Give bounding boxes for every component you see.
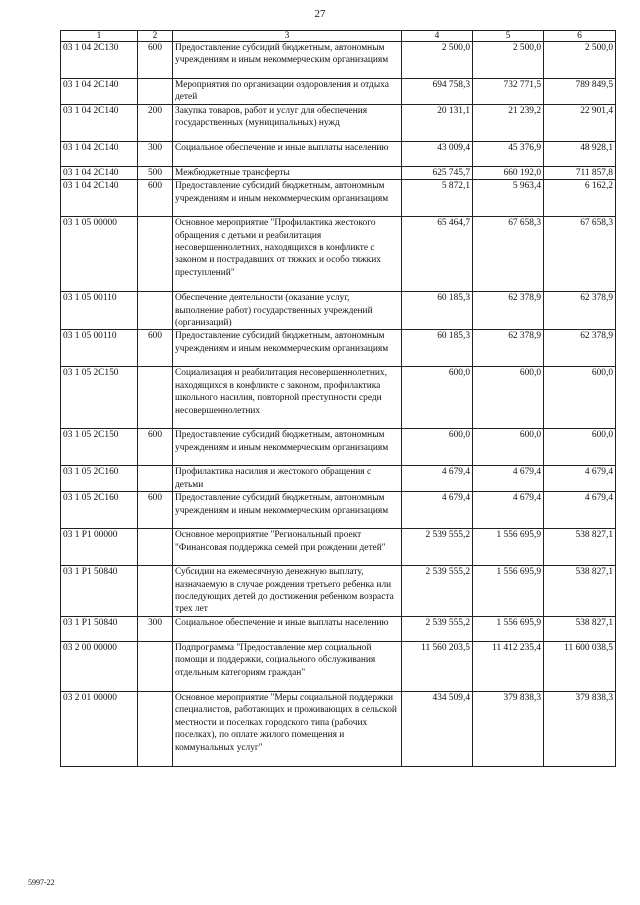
amount-col-4-cell: 2 539 555,2: [402, 529, 473, 566]
expense-type-cell: 600: [138, 180, 173, 217]
amount-col-6-cell: 22 901,4: [544, 104, 616, 141]
item-name-cell: Основное мероприятие "Меры социальной поддержки специалистов, работающих и проживающих в сельской местности и поселках городского типа (рабочих поселках), по оплате жилого помещения и коммунальных услуг": [173, 691, 402, 766]
amount-col-6-cell: 6 162,2: [544, 180, 616, 217]
expense-type-cell: [138, 466, 173, 492]
table-row: [61, 367, 616, 429]
amount-col-6-cell: 600,0: [544, 367, 616, 429]
amount-col-4-cell: 2 539 555,2: [402, 566, 473, 617]
expense-type-cell: [138, 79, 173, 105]
item-name-cell: Предоставление субсидий бюджетным, автономным учреждениям и иным некоммерческим организациям: [173, 492, 402, 529]
amount-col-4-cell: 20 131,1: [402, 104, 473, 141]
amount-col-5-cell: 45 376,9: [473, 141, 544, 166]
amount-col-4-cell: 43 009,4: [402, 141, 473, 166]
amount-col-5-cell: 600,0: [473, 367, 544, 429]
table-row: [61, 141, 616, 166]
expense-type-cell: [138, 292, 173, 330]
expense-type-cell: [138, 691, 173, 766]
budget-code-cell: 03 1 04 2С140: [61, 141, 138, 166]
amount-col-4-cell: 4 679,4: [402, 466, 473, 492]
table-row: [61, 79, 616, 105]
budget-code-cell: 03 1 05 2С160: [61, 492, 138, 529]
budget-table: [60, 30, 616, 767]
item-name-cell: Социальное обеспечение и иные выплаты населению: [173, 141, 402, 166]
amount-col-5-cell: 62 378,9: [473, 330, 544, 367]
amount-col-6-cell: 789 849,5: [544, 79, 616, 105]
table-row: [61, 466, 616, 492]
item-name-cell: Профилактика насилия и жестокого обращения с детьми: [173, 466, 402, 492]
expense-type-cell: 600: [138, 429, 173, 466]
amount-col-6-cell: 11 600 038,5: [544, 641, 616, 691]
table-row: [61, 180, 616, 217]
item-name-cell: Предоставление субсидий бюджетным, автономным учреждениям и иным некоммерческим организациям: [173, 180, 402, 217]
header-row: [61, 31, 616, 42]
amount-col-4-cell: 600,0: [402, 429, 473, 466]
amount-col-4-cell: 2 500,0: [402, 42, 473, 79]
amount-col-5-cell: 600,0: [473, 429, 544, 466]
amount-col-4-cell: 65 464,7: [402, 217, 473, 292]
amount-col-4-cell: 60 185,3: [402, 292, 473, 330]
item-name-cell: Социальное обеспечение и иные выплаты населению: [173, 616, 402, 641]
header-col-3: 3: [173, 31, 402, 42]
budget-code-cell: 03 1 04 2С140: [61, 104, 138, 141]
amount-col-6-cell: 4 679,4: [544, 466, 616, 492]
amount-col-6-cell: 379 838,3: [544, 691, 616, 766]
item-name-cell: Социализация и реабилитация несовершеннолетних, находящихся в конфликте с законом, профилактика школьного насилия, повторной преступности среди несовершеннолетних: [173, 367, 402, 429]
budget-code-cell: 03 1 04 2С130: [61, 42, 138, 79]
header-col-1: 1: [61, 31, 138, 42]
expense-type-cell: 600: [138, 330, 173, 367]
header-col-4: 4: [402, 31, 473, 42]
expense-type-cell: [138, 566, 173, 617]
item-name-cell: Основное мероприятие "Региональный проект "Финансовая поддержка семей при рождении детей": [173, 529, 402, 566]
budget-code-cell: 03 1 05 00110: [61, 292, 138, 330]
amount-col-5-cell: 11 412 235,4: [473, 641, 544, 691]
amount-col-4-cell: 5 872,1: [402, 180, 473, 217]
item-name-cell: Субсидии на ежемесячную денежную выплату, назначаемую в случае рождения третьего ребенка или последующих детей до достижения ребенком возраста трех лет: [173, 566, 402, 617]
amount-col-6-cell: 62 378,9: [544, 330, 616, 367]
amount-col-5-cell: 1 556 695,9: [473, 566, 544, 617]
item-name-cell: Основное мероприятие "Профилактика жестокого обращения с детьми и реабилитация несовершеннолетних, находящихся в конфликте с законом и пострадавших от тяжких и особо тяжких преступлений": [173, 217, 402, 292]
amount-col-5-cell: 732 771,5: [473, 79, 544, 105]
amount-col-5-cell: 379 838,3: [473, 691, 544, 766]
amount-col-6-cell: 2 500,0: [544, 42, 616, 79]
table-row: [61, 104, 616, 141]
budget-code-cell: 03 2 01 00000: [61, 691, 138, 766]
header-col-5: 5: [473, 31, 544, 42]
budget-code-cell: 03 1 Р1 50840: [61, 616, 138, 641]
table-row: [61, 330, 616, 367]
expense-type-cell: [138, 217, 173, 292]
document-code: 5997-22: [28, 878, 55, 887]
table-row: [61, 42, 616, 79]
amount-col-6-cell: 538 827,1: [544, 566, 616, 617]
budget-code-cell: 03 2 00 00000: [61, 641, 138, 691]
expense-type-cell: [138, 641, 173, 691]
item-name-cell: Предоставление субсидий бюджетным, автономным учреждениям и иным некоммерческим организациям: [173, 42, 402, 79]
expense-type-cell: 600: [138, 492, 173, 529]
amount-col-6-cell: 600,0: [544, 429, 616, 466]
expense-type-cell: 200: [138, 104, 173, 141]
expense-type-cell: 500: [138, 166, 173, 179]
amount-col-5-cell: 62 378,9: [473, 292, 544, 330]
amount-col-4-cell: 625 745,7: [402, 166, 473, 179]
amount-col-6-cell: 4 679,4: [544, 492, 616, 529]
amount-col-5-cell: 660 192,0: [473, 166, 544, 179]
amount-col-5-cell: 1 556 695,9: [473, 616, 544, 641]
amount-col-4-cell: 434 509,4: [402, 691, 473, 766]
expense-type-cell: 300: [138, 616, 173, 641]
expense-type-cell: 300: [138, 141, 173, 166]
amount-col-6-cell: 48 928,1: [544, 141, 616, 166]
item-name-cell: Закупка товаров, работ и услуг для обеспечения государственных (муниципальных) нужд: [173, 104, 402, 141]
amount-col-5-cell: 4 679,4: [473, 492, 544, 529]
budget-code-cell: 03 1 04 2С140: [61, 180, 138, 217]
table-row: [61, 292, 616, 330]
budget-code-cell: 03 1 Р1 00000: [61, 529, 138, 566]
amount-col-5-cell: 67 658,3: [473, 217, 544, 292]
amount-col-5-cell: 1 556 695,9: [473, 529, 544, 566]
page-number: 27: [314, 8, 326, 20]
budget-code-cell: 03 1 05 2С150: [61, 429, 138, 466]
item-name-cell: Мероприятия по организации оздоровления и отдыха детей: [173, 79, 402, 105]
amount-col-4-cell: 4 679,4: [402, 492, 473, 529]
amount-col-6-cell: 538 827,1: [544, 616, 616, 641]
amount-col-6-cell: 711 857,8: [544, 166, 616, 179]
budget-code-cell: 03 1 05 00110: [61, 330, 138, 367]
item-name-cell: Обеспечение деятельности (оказание услуг, выполнение работ) государственных учреждений (организаций): [173, 292, 402, 330]
table-header: [61, 31, 616, 42]
budget-code-cell: 03 1 Р1 50840: [61, 566, 138, 617]
budget-code-cell: 03 1 04 2С140: [61, 166, 138, 179]
table-row: [61, 217, 616, 292]
amount-col-5-cell: 4 679,4: [473, 466, 544, 492]
table-row: [61, 429, 616, 466]
budget-code-cell: 03 1 04 2С140: [61, 79, 138, 105]
table-row: [61, 691, 616, 766]
amount-col-4-cell: 11 560 203,5: [402, 641, 473, 691]
amount-col-5-cell: 21 239,2: [473, 104, 544, 141]
table-row: [61, 166, 616, 179]
amount-col-4-cell: 60 185,3: [402, 330, 473, 367]
table-row: [61, 641, 616, 691]
amount-col-6-cell: 67 658,3: [544, 217, 616, 292]
table-row: [61, 616, 616, 641]
item-name-cell: Предоставление субсидий бюджетным, автономным учреждениям и иным некоммерческим организациям: [173, 429, 402, 466]
table-row: [61, 492, 616, 529]
expense-type-cell: [138, 529, 173, 566]
header-col-2: 2: [138, 31, 173, 42]
table-body: [61, 42, 616, 767]
table-row: [61, 566, 616, 617]
amount-col-4-cell: 694 758,3: [402, 79, 473, 105]
budget-code-cell: 03 1 05 00000: [61, 217, 138, 292]
expense-type-cell: [138, 367, 173, 429]
amount-col-4-cell: 600,0: [402, 367, 473, 429]
amount-col-4-cell: 2 539 555,2: [402, 616, 473, 641]
amount-col-5-cell: 2 500,0: [473, 42, 544, 79]
item-name-cell: Межбюджетные трансферты: [173, 166, 402, 179]
item-name-cell: Подпрограмма "Предоставление мер социальной помощи и поддержки, социального обслуживания отдельным категориям граждан": [173, 641, 402, 691]
amount-col-6-cell: 538 827,1: [544, 529, 616, 566]
table-row: [61, 529, 616, 566]
header-col-6: 6: [544, 31, 616, 42]
amount-col-6-cell: 62 378,9: [544, 292, 616, 330]
budget-code-cell: 03 1 05 2С150: [61, 367, 138, 429]
expense-type-cell: 600: [138, 42, 173, 79]
budget-code-cell: 03 1 05 2С160: [61, 466, 138, 492]
amount-col-5-cell: 5 963,4: [473, 180, 544, 217]
item-name-cell: Предоставление субсидий бюджетным, автономным учреждениям и иным некоммерческим организациям: [173, 330, 402, 367]
